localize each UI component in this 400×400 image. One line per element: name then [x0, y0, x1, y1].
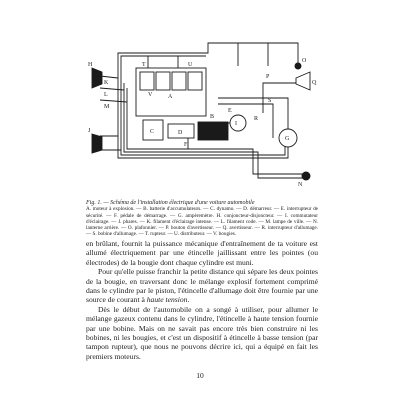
headlamp-icon — [92, 68, 102, 88]
figure-caption — [86, 200, 318, 238]
wiring-diagram — [88, 38, 320, 188]
diagram-label: F — [184, 142, 188, 148]
dome-light-icon — [295, 63, 301, 69]
diagram-label: N — [298, 182, 303, 188]
engine-cylinder — [140, 72, 154, 90]
harness-wire — [100, 100, 127, 102]
harness-wire — [218, 149, 303, 174]
paragraph-3: Dès le début de l'automobile on a songé à utiliser, pour allumer le mélange gazeux contenu dans le cylindre, l'étincelle à haute tension fournie par une bobine. Mais on ne savait pas encore très bien construire ni les bobines, ni les bougies, et c'est un dispositif à étincelle à basse tension (par tampon rupteur), que nous ne pouvons décrire ici, qui a équipé en fait les premiers moteurs. — [86, 304, 318, 361]
diagram-label: Q — [312, 80, 317, 86]
diagram-label: C — [150, 129, 155, 135]
caption-title: Fig. 1. — Schéma de l'installation électrique d'une voiture automobile — [86, 200, 255, 206]
paragraph-2-end: . — [187, 295, 190, 305]
wiring-diagram-figure — [88, 38, 320, 188]
body-text — [86, 239, 318, 361]
diagram-label: E — [228, 108, 232, 114]
engine-cylinder — [172, 72, 186, 90]
diagram-label: V — [148, 92, 153, 98]
diagram-label: T — [142, 62, 146, 68]
diagram-label: K — [104, 80, 109, 86]
diagram-label: J — [88, 128, 91, 134]
engine-cylinder — [188, 72, 202, 90]
page-number: 10 — [196, 371, 204, 380]
engine-cylinder — [156, 72, 170, 90]
diagram-label: D — [178, 130, 183, 136]
diagram-label: M — [104, 104, 110, 110]
diagram-label: B — [210, 114, 215, 120]
diagram-label: A — [168, 94, 173, 100]
diagram-label: O — [302, 58, 307, 64]
diagram-label: L — [104, 92, 108, 98]
paragraph-2 — [86, 267, 318, 305]
harness-wire — [100, 88, 124, 90]
caption-legend: A. moteur à explosion. — B. batterie d'accumulateurs. — C. dynamo. — D. démarreur. — E. interrupteur de sécurité. — F. pédale de démarrage. — G. ampèremètre. H. conjoncteur-disjoncteur. — I. commutateur d'éclairage. — J. phares. — K. filament d'éclairage intense. — L. filament code. — M. lampe de ville. — N. lanterne arrière. — O. plafonnier. — P. bouton d'avertisseur. — Q. avertisseur. — R. interrupteur d'allumage. — S. bobine d'allumage. — T. rupteur. — U. distributeur. — V. bougies. — [86, 206, 318, 238]
switch-dial — [230, 115, 246, 131]
paragraph-2-text: Pour qu'elle puisse franchir la petite distance qui sépare les deux pointes de la bougie, en traversant donc le mélange explosif fortement comprimé dans le cylindre par le piston, l'étincelle d'allumage doit être fournie par une source de courant à — [86, 267, 318, 305]
horn-icon — [296, 72, 310, 90]
diagram-label: I — [235, 121, 237, 127]
battery-box — [198, 122, 228, 140]
diagram-label: U — [188, 62, 193, 68]
paragraph-2-emphasis: haute tension — [146, 295, 188, 305]
headlamp-icon — [92, 134, 102, 153]
diagram-label: S — [268, 98, 272, 104]
rear-lamp-icon — [302, 172, 310, 180]
diagram-label: R — [254, 116, 259, 122]
diagram-label: G — [285, 136, 290, 142]
diagram-label: P — [266, 74, 270, 80]
diagram-label: H — [88, 62, 93, 68]
paragraph-1: en brûlant, fournit la puissance mécanique d'entraînement de ta voiture est allumé électriquement par une étincelle jaillissant entre les pointes (ou électrodes) de la bougie dont chaque cylindre est muni. — [86, 239, 318, 267]
harness-wire — [100, 76, 118, 78]
